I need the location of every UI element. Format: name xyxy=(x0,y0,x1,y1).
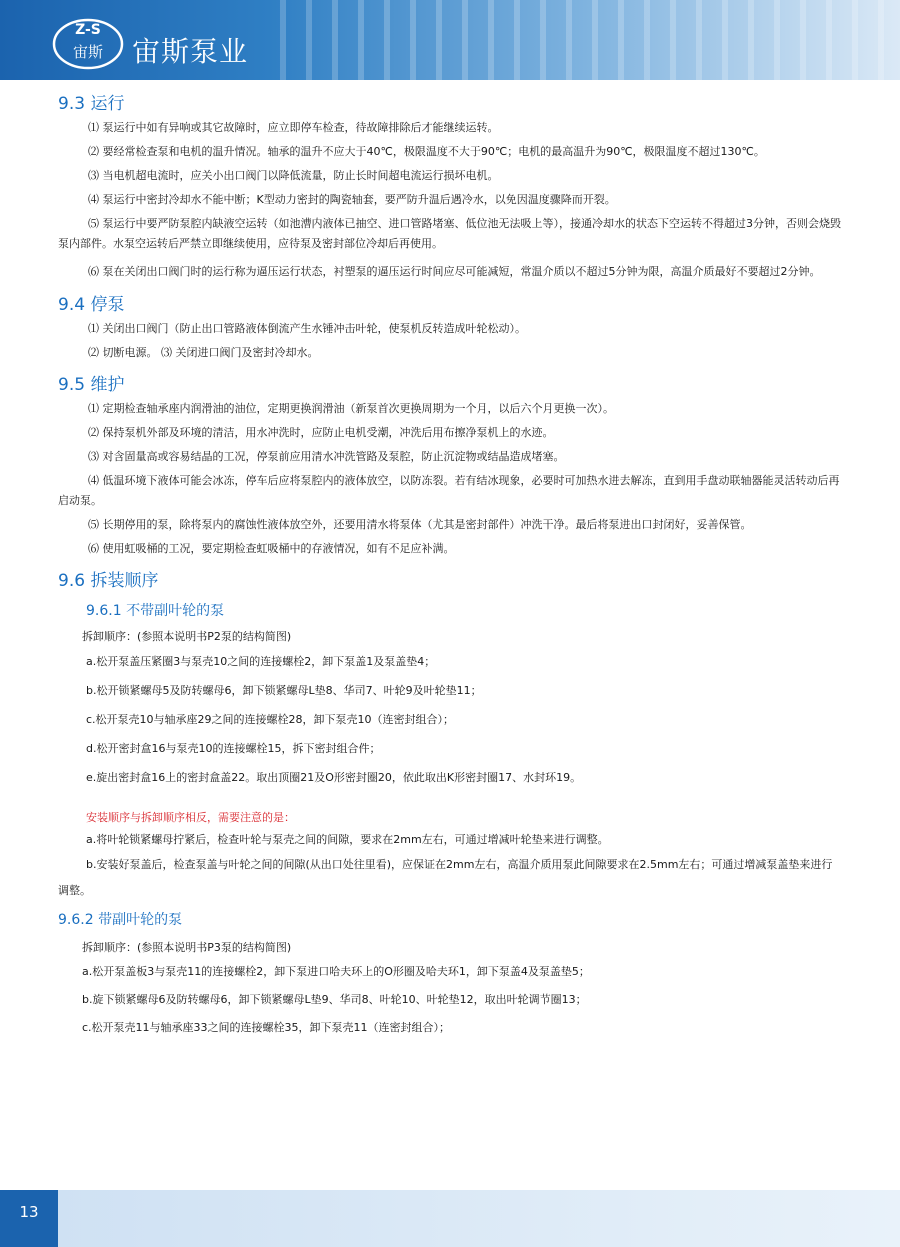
section-9-5-title: 9.5 维护 xyxy=(58,375,125,395)
page-header xyxy=(0,0,900,80)
s94-item-1: ⑴ 关闭出口阀门（防止出口管路液体倒流产生水锤冲击叶轮，使泵机反转造成叶轮松动）。 xyxy=(88,322,526,335)
install-note-a: a.将叶轮锁紧螺母拧紧后，检查叶轮与泵壳之间的间隙，要求在2mm左右，可通过增减叶轮垫来进行调整。 xyxy=(86,833,609,846)
s95-item-6: ⑹ 使用虹吸桶的工况，要定期检查虹吸桶中的存液情况，如有不足应补满。 xyxy=(88,542,455,555)
install-note-b: b.安装好泵盖后，检查泵盖与叶轮之间的间隙(从出口处往里看)，应保证在2mm左右，高温介质用泵此间隙要求在2.5mm左右；可通过增减泵盖垫来进行调整。 xyxy=(58,858,833,897)
header-pump-pattern xyxy=(280,0,900,80)
s93-item-1: ⑴ 泵运行中如有异响或其它故障时，应立即停车检查，待故障排除后才能继续运转。 xyxy=(88,121,499,134)
brand-name: 宙斯泵业 xyxy=(132,35,249,68)
s961-step-c: c.松开泵壳10与轴承座29之间的连接螺栓28，卸下泵壳10（连密封组合）； xyxy=(86,713,455,726)
section-9-4-title: 9.4 停泵 xyxy=(58,295,125,315)
s961-intro: 拆卸顺序：(参照本说明书P2泵的结构简图) xyxy=(82,630,292,643)
s962-step-b: b.旋下锁紧螺母6及防转螺母6，卸下锁紧螺母L垫9、华司8、叶轮10、叶轮垫12，取出叶轮调节圈13； xyxy=(82,993,587,1006)
s93-item-3: ⑶ 当电机超电流时，应关小出口阀门以降低流量，防止长时间超电流运行损坏电机。 xyxy=(88,169,499,182)
s93-item-5: ⑸ 泵运行中要严防泵腔内缺液空运转（如池漕内液体已抽空、进口管路堵塞、低位池无法吸上等），接通冷却水的状态下空运转不得超过3分钟，否则会烧毁泵内部件。水泵空运转后严禁立即继续使用，应待泵及密封部位冷却后再使用。 xyxy=(58,217,841,250)
footer-band xyxy=(58,1190,900,1247)
s962-step-a: a.松开泵盖板3与泵壳11的连接螺栓2，卸下泵进口哈夫环上的O形圈及哈夫环1，卸下泵盖4及泵盖垫5； xyxy=(82,965,590,978)
logo-bottom-text: 宙斯 xyxy=(72,43,104,61)
section-9-6-1-title: 9.6.1 不带副叶轮的泵 xyxy=(86,603,225,619)
s95-item-4: ⑷ 低温环境下液体可能会冰冻，停车后应将泵腔内的液体放空，以防冻裂。若有结冰现象，必要时可加热水进去解冻，直到用手盘动联轴器能灵活转动后再启动泵。 xyxy=(58,474,840,507)
s962-step-c: c.松开泵壳11与轴承座33之间的连接螺栓35，卸下泵壳11（连密封组合）； xyxy=(82,1021,451,1034)
s961-step-a: a.松开泵盖压紧圈3与泵壳10之间的连接螺栓2，卸下泵盖1及泵盖垫4； xyxy=(86,655,436,668)
s93-item-6: ⑹ 泵在关闭出口阀门时的运行称为逼压运行状态，衬塑泵的逼压运行时间应尽可能减短，常温介质以不超过5分钟为限，高温介质最好不要超过2分钟。 xyxy=(88,265,821,278)
section-9-6-2-title: 9.6.2 带副叶轮的泵 xyxy=(58,912,183,928)
logo-top-text: Z-S xyxy=(75,22,101,38)
main-content xyxy=(58,90,842,1042)
zeus-logo-icon xyxy=(52,12,124,70)
s961-step-d: d.松开密封盒16与泵壳10的连接螺栓15，拆下密封组合件； xyxy=(86,742,381,755)
install-note-title: 安装顺序与拆卸顺序相反，需要注意的是： xyxy=(86,811,295,824)
s94-item-2: ⑵ 切断电源。 ⑶ 关闭进口阀门及密封冷却水。 xyxy=(88,346,319,359)
s93-item-4: ⑷ 泵运行中密封冷却水不能中断；K型动力密封的陶瓷轴套，要严防升温后遇冷水，以免因温度骤降而开裂。 xyxy=(88,193,616,206)
page-number: 13 xyxy=(19,1203,39,1221)
s95-item-3: ⑶ 对含固量高或容易结晶的工况，停泵前应用清水冲洗管路及泵腔，防止沉淀物或结晶造成堵塞。 xyxy=(88,450,565,463)
s95-item-2: ⑵ 保持泵机外部及环境的清洁，用水冲洗时，应防止电机受潮，冲洗后用布擦净泵机上的水迹。 xyxy=(88,426,554,439)
s93-item-2: ⑵ 要经常检查泵和电机的温升情况。轴承的温升不应大于40℃，极限温度不大于90℃；电机的最高温升为90℃，极限温度不超过130℃。 xyxy=(88,145,765,158)
s961-step-b: b.松开锁紧螺母5及防转螺母6，卸下锁紧螺母L垫8、华司7、叶轮9及叶轮垫11； xyxy=(86,684,482,697)
s962-intro: 拆卸顺序：(参照本说明书P3泵的结构简图) xyxy=(82,941,292,954)
s95-item-1: ⑴ 定期检查轴承座内润滑油的油位，定期更换润滑油（新泵首次更换周期为一个月，以后六个月更换一次）。 xyxy=(88,402,614,415)
s95-item-5: ⑸ 长期停用的泵，除将泵内的腐蚀性液体放空外，还要用清水将泵体（尤其是密封部件）冲洗干净。最后将泵进出口封闭好，妥善保管。 xyxy=(88,518,752,531)
section-9-3-title: 9.3 运行 xyxy=(58,94,125,114)
page-footer xyxy=(0,1190,900,1247)
s961-step-e: e.旋出密封盒16上的密封盒盖22。取出顶圈21及O形密封圈20，依此取出K形密封圈17、水封环19。 xyxy=(86,771,582,784)
section-9-6-title: 9.6 拆装顺序 xyxy=(58,571,159,591)
